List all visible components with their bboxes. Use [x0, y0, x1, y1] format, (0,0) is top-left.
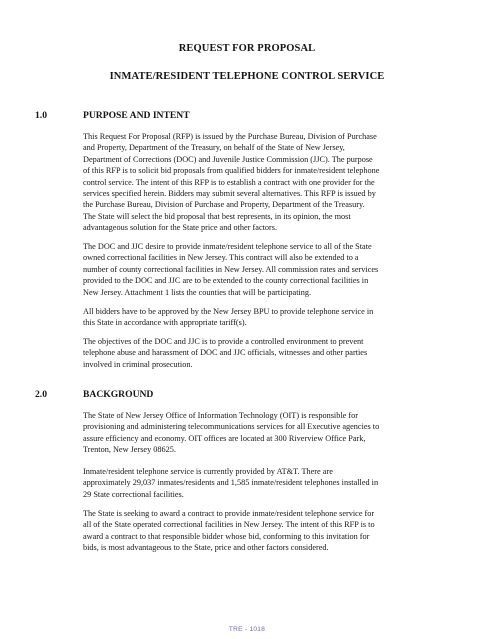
- text-line: The objectives of the DOC and JJC is to provide a controlled environment to prevent: [83, 337, 364, 346]
- text-line: this State in accordance with appropriate tariff(s).: [83, 318, 247, 328]
- section-heading: PURPOSE AND INTENT: [83, 110, 190, 121]
- text-line: telephone abuse and harassment of DOC and JJC officials, witnesses and other parties: [83, 348, 368, 358]
- paragraph: [83, 306, 423, 329]
- text-line: The State is seeking to award a contract to provide inmate/resident telephone service for: [83, 509, 375, 518]
- text-line: control service. The intent of this RFP is to establish a contract with one provider for the: [83, 177, 375, 187]
- document-subtitle: INMATE/RESIDENT TELEPHONE CONTROL SERVICE: [109, 71, 385, 82]
- paragraph: [83, 410, 423, 456]
- text-line: Inmate/resident telephone service is currently provided by AT&T. There are: [83, 467, 333, 476]
- text-line: services specified herein. Bidders may submit several alternatives. This RFP is issued by: [83, 189, 376, 199]
- text-line: Department of Corrections (DOC) and Juvenile Justice Commission (JJC). The purpose: [83, 154, 373, 164]
- text-line: approximately 29,037 inmates/residents and 1,585 inmate/resident telephones installed in: [83, 478, 379, 488]
- paragraph: [83, 466, 423, 500]
- text-line: assure efficiency and economy. OIT offices are located at 300 Riverview Office Park,: [83, 433, 366, 443]
- text-line: of this RFP is to solicit bid proposals from qualified bidders for inmate/resident telephone: [83, 166, 380, 176]
- text-line: bids, is most advantageous to the State, price and other factors considered.: [83, 543, 329, 553]
- text-line: New Jersey. Attachment 1 lists the counties that will be participating.: [83, 287, 312, 297]
- text-line: involved in criminal prosecution.: [83, 359, 193, 369]
- text-line: The State will select the bid proposal that best represents, in its opinion, the most: [83, 211, 351, 221]
- text-line: advantageous solution for the State price and other factors.: [83, 223, 278, 233]
- section-number: 2.0: [35, 389, 47, 400]
- text-line: The DOC and JJC desire to provide inmate/resident telephone service to all of the State: [83, 242, 372, 251]
- document-title: REQUEST FOR PROPOSAL: [178, 43, 316, 54]
- text-line: owned correctional facilities in New Jersey. This contract will also be extended to a: [83, 253, 359, 263]
- text-line: all of the State operated correctional facilities in New Jersey. The intent of this RFP is to: [83, 520, 375, 530]
- page-footer-label: TRE - 1018: [228, 626, 266, 633]
- paragraph: [83, 131, 423, 234]
- section-number: 1.0: [35, 110, 47, 121]
- text-line: The State of New Jersey Office of Information Technology (OIT) is responsible for: [83, 411, 358, 420]
- text-line: the Purchase Bureau, Division of Purchase and Property, Department of the Treasury.: [83, 200, 365, 210]
- text-line: provisioning and administering telecommunications services for all Executive agencies to: [83, 422, 380, 432]
- text-line: All bidders have to be approved by the New Jersey BPU to provide telephone service in: [83, 307, 374, 316]
- section-heading: BACKGROUND: [83, 389, 154, 400]
- paragraph: [83, 241, 423, 298]
- text-line: award a contract to that responsible bidder whose bid, conforming to this invitation for: [83, 531, 370, 541]
- text-line: 29 State correctional facilities.: [83, 489, 184, 499]
- text-line: number of county correctional facilities in New Jersey. All commission rates and services: [83, 264, 379, 274]
- paragraph: [83, 508, 423, 554]
- text-line: provided to the DOC and JJC are to be extended to the county correctional facilities in: [83, 276, 369, 286]
- text-line: Trenton, New Jersey 08625.: [83, 445, 176, 455]
- text-line: This Request For Proposal (RFP) is issued by the Purchase Bureau, Division of Purchase: [83, 132, 377, 141]
- text-line: and Property, Department of the Treasury, on behalf of the State of New Jersey,: [83, 143, 345, 153]
- paragraph: [83, 336, 423, 370]
